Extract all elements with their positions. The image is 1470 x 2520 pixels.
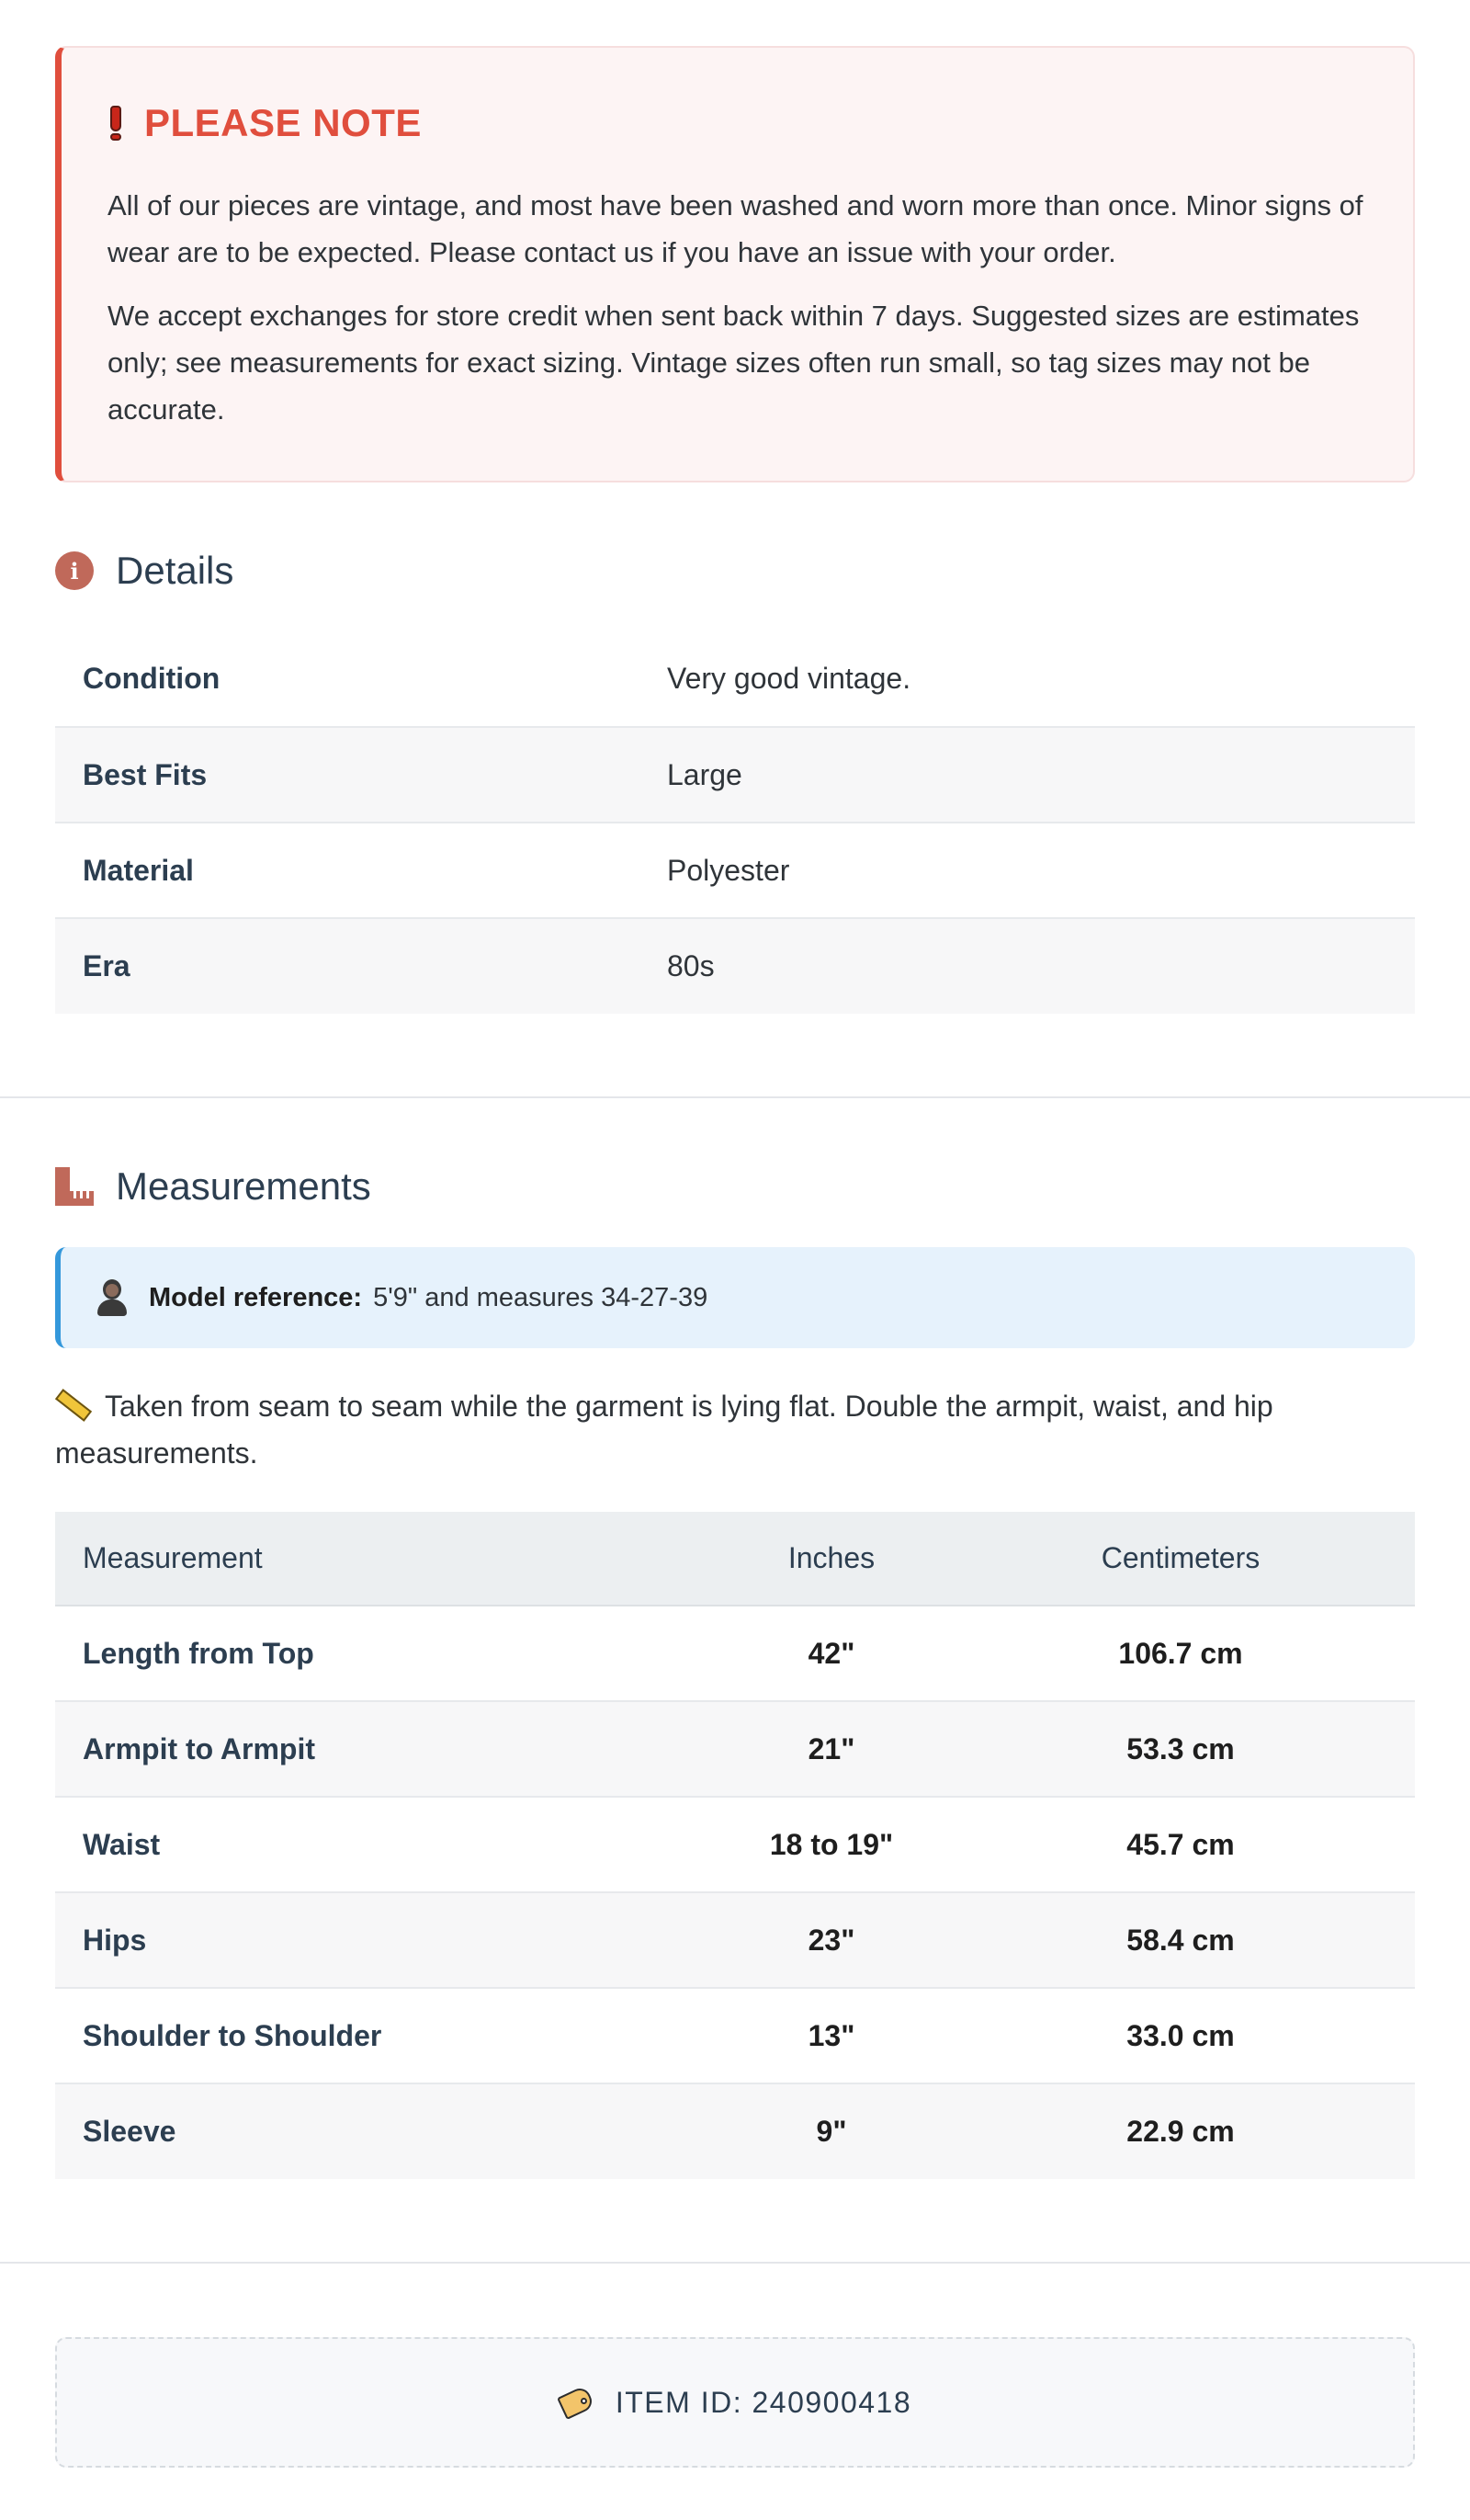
- measurement-cm: 33.0 cm: [946, 1988, 1415, 2083]
- table-row: [55, 1797, 1415, 1892]
- exclamation-icon: [107, 106, 124, 141]
- column-header-centimeters: Centimeters: [946, 1512, 1415, 1606]
- detail-value: Large: [667, 727, 1415, 823]
- measurement-tip: [55, 1383, 1415, 1477]
- table-row: [55, 1988, 1415, 2083]
- detail-value: Polyester: [667, 823, 1415, 918]
- table-row: [55, 631, 1415, 727]
- model-reference-label: Model reference:: [149, 1282, 363, 1312]
- product-info: [0, 0, 1470, 1014]
- measurement-cm: 53.3 cm: [946, 1701, 1415, 1797]
- measurement-inches: 18 to 19": [717, 1797, 946, 1892]
- notice-title: PLEASE NOTE: [144, 101, 422, 144]
- measurements-section: [0, 1164, 1470, 2179]
- detail-value: Very good vintage.: [667, 631, 1415, 727]
- table-row: [55, 823, 1415, 918]
- detail-label: Material: [55, 823, 667, 918]
- column-header-measurement: Measurement: [55, 1512, 717, 1606]
- notice-header: [107, 101, 1367, 145]
- section-divider: [0, 1096, 1470, 1098]
- detail-label: Era: [55, 918, 667, 1014]
- item-section: [0, 2337, 1470, 2468]
- notice-paragraph: We accept exchanges for store credit when sent back within 7 days. Suggested sizes are estimates only; see measurements for exact sizing. Vintage sizes often run small, so tag sizes may not be accurate.: [107, 300, 1360, 426]
- measurement-name: Waist: [55, 1797, 717, 1892]
- measurement-cm: 58.4 cm: [946, 1892, 1415, 1988]
- detail-label: Condition: [55, 631, 667, 727]
- notice-box: [55, 46, 1415, 482]
- table-row: [55, 1701, 1415, 1797]
- column-header-inches: Inches: [717, 1512, 946, 1606]
- measurements-header: [55, 1164, 1415, 1209]
- table-row: [55, 2083, 1415, 2179]
- tag-icon: [559, 2387, 595, 2418]
- measurement-cm: 45.7 cm: [946, 1797, 1415, 1892]
- measurement-name: Length from Top: [55, 1606, 717, 1701]
- detail-label: Best Fits: [55, 727, 667, 823]
- measurement-name: Armpit to Armpit: [55, 1701, 717, 1797]
- measurement-cm: 106.7 cm: [946, 1606, 1415, 1701]
- details-table: [55, 631, 1415, 1014]
- model-reference: [55, 1247, 1415, 1348]
- measurement-inches: 42": [717, 1606, 946, 1701]
- measurement-inches: 21": [717, 1701, 946, 1797]
- measurement-tip-text: Taken from seam to seam while the garment is lying flat. Double the armpit, waist, and hip measurements.: [55, 1390, 1273, 1470]
- measurement-inches: 13": [717, 1988, 946, 2083]
- measurement-inches: 9": [717, 2083, 946, 2179]
- section-divider: [0, 2262, 1470, 2264]
- table-row: [55, 918, 1415, 1014]
- info-icon: i: [55, 551, 94, 590]
- measurement-name: Hips: [55, 1892, 717, 1988]
- model-reference-value: 5'9" and measures 34-27-39: [373, 1282, 708, 1312]
- measurements-title: Measurements: [116, 1164, 371, 1208]
- measurements-table: [55, 1512, 1415, 2179]
- item-id-text: ITEM ID: 240900418: [615, 2385, 912, 2419]
- pencil-icon: [55, 1389, 92, 1422]
- table-row: [55, 1892, 1415, 1988]
- table-row: [55, 1606, 1415, 1701]
- item-id-box: [55, 2337, 1415, 2468]
- details-title: Details: [116, 549, 234, 592]
- measurement-name: Shoulder to Shoulder: [55, 1988, 717, 2083]
- ruler-icon: [55, 1167, 94, 1206]
- table-header-row: [55, 1512, 1415, 1606]
- person-icon: [96, 1279, 129, 1316]
- details-header: [55, 549, 1415, 593]
- table-row: [55, 727, 1415, 823]
- measurement-cm: 22.9 cm: [946, 2083, 1415, 2179]
- measurement-name: Sleeve: [55, 2083, 717, 2179]
- detail-value: 80s: [667, 918, 1415, 1014]
- notice-paragraph: All of our pieces are vintage, and most have been washed and worn more than once. Minor signs of wear are to be expected. Please contact us if you have an issue with your order.: [107, 189, 1363, 268]
- measurement-inches: 23": [717, 1892, 946, 1988]
